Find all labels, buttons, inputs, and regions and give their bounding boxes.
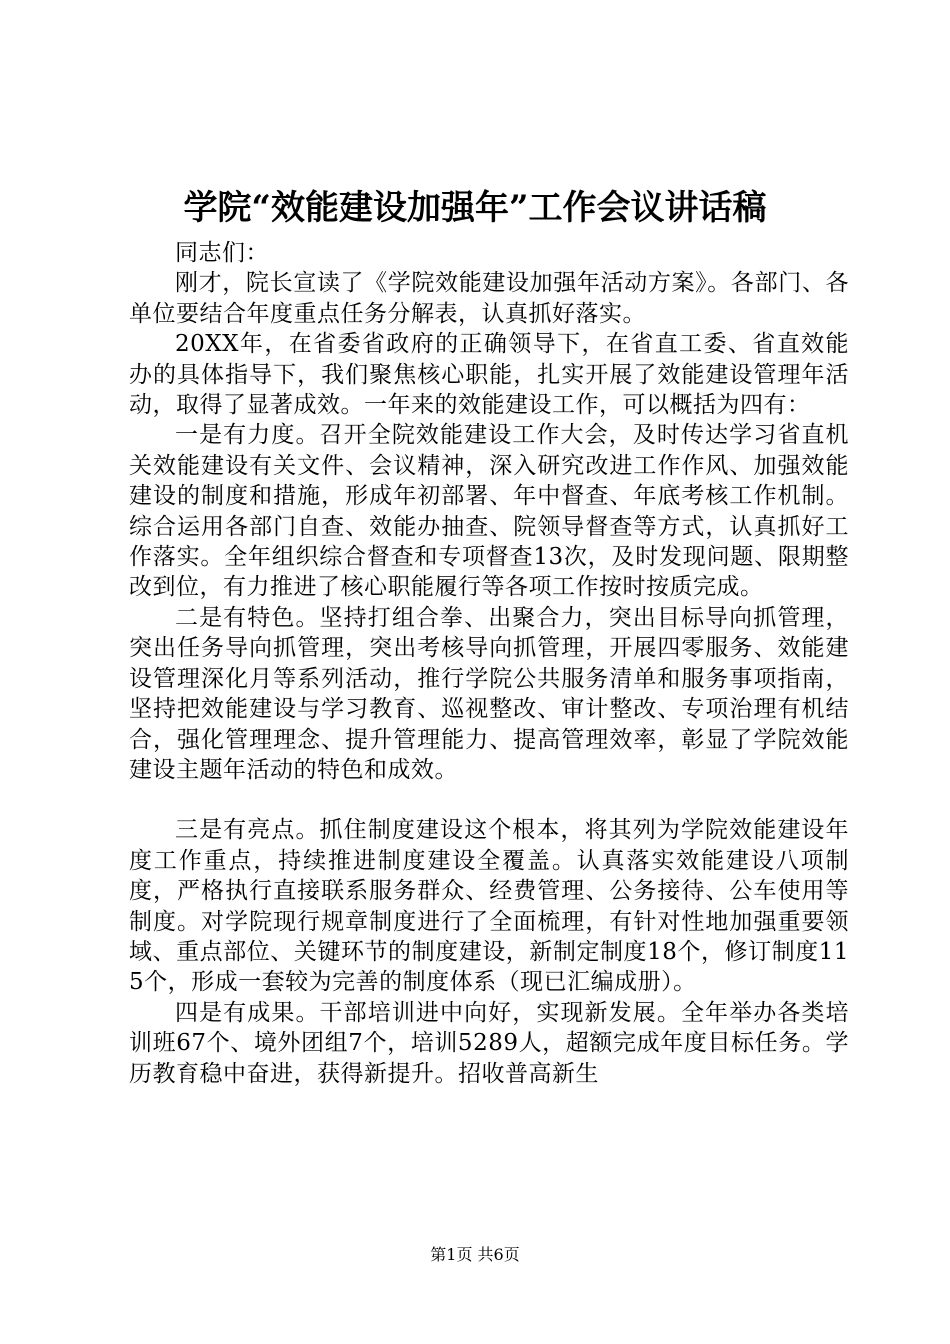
paragraph-overview: 20XX年，在省委省政府的正确领导下，在省直工委、省直效能办的具体指导下，我们聚焦核心职能，扎实开展了效能建设管理年活动，取得了显著成效。一年来的效能建设工作，可以概括为四有： <box>129 331 849 419</box>
page-number: 第1页 共6页 <box>430 1245 520 1264</box>
document-body <box>129 238 849 1089</box>
paragraph-point-one: 一是有力度。召开全院效能建设工作大会，及时传达学习省直机关效能建设有关文件、会议精神，深入研究改进工作作风、加强效能建设的制度和措施，形成年初部署、年中督查、年底考核工作机制。综合运用各部门自查、效能办抽查、院领导督查等方式，认真抓好工作落实。全年组织综合督查和专项督查13次，及时发现问题、限期整改到位，有力推进了核心职能履行等各项工作按时按质完成。 <box>129 422 849 601</box>
paragraph-point-two: 二是有特色。坚持打组合拳、出聚合力，突出目标导向抓管理，突出任务导向抓管理，突出考核导向抓管理，开展四零服务、效能建设管理深化月等系列活动，推行学院公共服务清单和服务事项指南，坚持把效能建设与学习教育、巡视整改、审计整改、专项治理有机结合，强化管理理念、提升管理能力、提高管理效率，彰显了学院效能建设主题年活动的特色和成效。 <box>129 604 849 783</box>
document-title: 学院“效能建设加强年”工作会议讲话稿 <box>183 188 767 228</box>
paragraph-intro: 刚才，院长宣读了《学院效能建设加强年活动方案》。各部门、各单位要结合年度重点任务分解表，认真抓好落实。 <box>129 270 849 327</box>
paragraph-point-four: 四是有成果。干部培训进中向好，实现新发展。全年举办各类培训班67个、境外团组7个，培训5289人，超额完成年度目标任务。学历教育稳中奋进，获得新提升。招收普高新生 <box>129 999 849 1087</box>
paragraph-point-three: 三是有亮点。抓住制度建设这个根本，将其列为学院效能建设年度工作重点，持续推进制度建设全覆盖。认真落实效能建设八项制度，严格执行直接联系服务群众、经费管理、公务接待、公车使用等制度。对学院现行规章制度进行了全面梳理，有针对性地加强重要领域、重点部位、关键环节的制度建设，新制定制度18个，修订制度115个，形成一套较为完善的制度体系（现已汇编成册）。 <box>129 817 849 996</box>
paragraph-salutation: 同志们： <box>175 240 269 266</box>
